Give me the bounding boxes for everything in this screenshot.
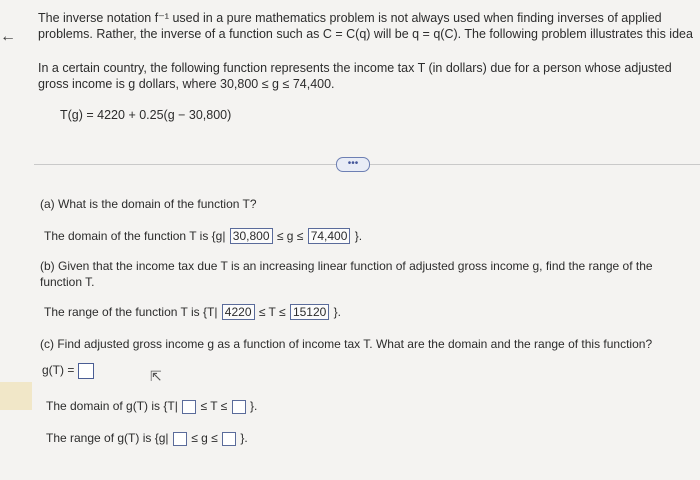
intro-line-2: problems. Rather, the inverse of a function such as C = C(q) will be q = q(C). The following problem illustrates this idea (38, 27, 693, 41)
part-b-middle: ≤ T ≤ (258, 305, 286, 319)
g-function-label: g(T) = (42, 363, 75, 377)
part-a-prefix: The domain of the function T is {g| (44, 229, 226, 243)
part-c-range (46, 430, 248, 446)
part-b-answer (44, 304, 341, 320)
problem-line-1: In a certain country, the following function represents the income tax T (in dollars) due for a person whose adjusted (38, 61, 672, 75)
domain-lower-input[interactable]: 30,800 (230, 228, 273, 244)
intro-line-1: The inverse notation f⁻¹ used in a pure mathematics problem is not always used when finding inverses of applied (38, 11, 662, 25)
expand-button[interactable]: ••• (336, 157, 370, 172)
part-c-domain-middle: ≤ T ≤ (200, 399, 228, 413)
part-c-domain (46, 398, 257, 414)
part-c-range-prefix: The range of g(T) is {g| (46, 431, 169, 445)
g-function-row (42, 362, 94, 379)
part-b-prefix: The range of the function T is {T| (44, 305, 218, 319)
part-a-question: (a) What is the domain of the function T? (40, 197, 257, 211)
part-b-question-line-1: (b) Given that the income tax due T is an increasing linear function of adjusted gross income g, find the range of the (40, 259, 653, 273)
g-domain-lower-input[interactable] (182, 400, 196, 414)
mouse-cursor-icon: ⇱ (150, 368, 162, 384)
tax-formula: T(g) = 4220 + 0.25(g − 30,800) (60, 108, 232, 122)
side-tab[interactable] (0, 382, 32, 410)
g-range-lower-input[interactable] (173, 432, 187, 446)
part-a-answer (44, 228, 362, 244)
part-c-domain-prefix: The domain of g(T) is {T| (46, 399, 178, 413)
range-lower-input[interactable]: 4220 (222, 304, 255, 320)
part-c-range-suffix: }. (240, 431, 248, 445)
part-c-range-middle: ≤ g ≤ (191, 431, 218, 445)
problem-line-2: gross income is g dollars, where 30,800 ≤ g ≤ 74,400. (38, 77, 335, 91)
g-function-input[interactable] (78, 363, 94, 379)
domain-upper-input[interactable]: 74,400 (308, 228, 351, 244)
part-b-question (40, 258, 653, 290)
problem-text (38, 60, 688, 92)
part-c-question: (c) Find adjusted gross income g as a function of income tax T. What are the domain and the range of this function? (40, 337, 653, 351)
collapse-arrow-icon[interactable]: ← (0, 28, 16, 45)
part-a-suffix: }. (354, 229, 363, 243)
part-c-domain-suffix: }. (249, 399, 258, 413)
part-b-suffix: }. (333, 305, 341, 319)
intro-text (38, 10, 698, 42)
part-b-question-line-2: function T. (40, 275, 95, 289)
g-range-upper-input[interactable] (222, 432, 236, 446)
part-a-middle: ≤ g ≤ (276, 229, 304, 243)
range-upper-input[interactable]: 15120 (290, 304, 329, 320)
g-domain-upper-input[interactable] (232, 400, 246, 414)
